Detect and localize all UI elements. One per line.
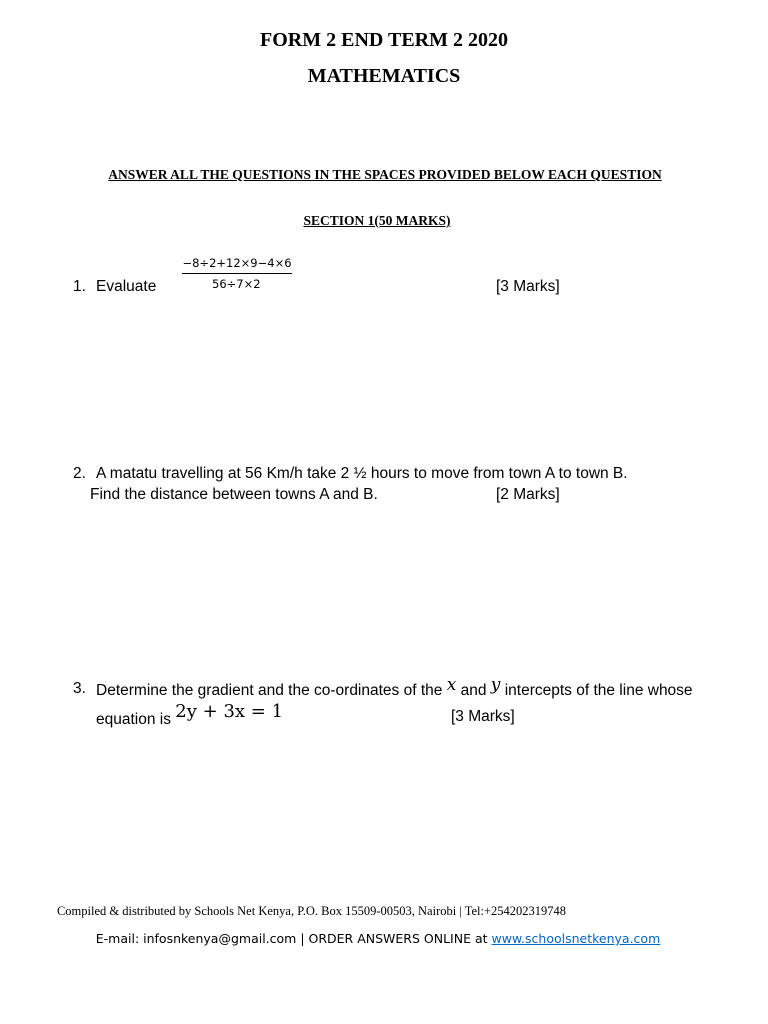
question-2-marks: [2 Marks] <box>496 486 560 503</box>
question-3-text-b: and <box>460 682 487 699</box>
question-2-number: 2. <box>73 465 86 482</box>
question-3-text-c: intercepts of the line whose <box>504 682 693 699</box>
question-3-equation-label: equation is <box>96 711 171 728</box>
question-3-line1 <box>96 675 693 700</box>
footer-contact-line <box>0 931 756 946</box>
section-heading: SECTION 1(50 MARKS) <box>303 213 451 228</box>
fraction-bar <box>182 273 292 274</box>
variable-y: y <box>490 675 501 695</box>
question-3-equation: 2y + 3x = 1 <box>175 701 284 722</box>
question-1-marks: [3 Marks] <box>496 278 560 295</box>
question-1-number: 1. <box>73 278 86 295</box>
question-3-number: 3. <box>73 680 86 697</box>
footer-email-text: E-mail: infosnkenya@gmail.com | ORDER ANSWERS ONLINE at <box>95 931 488 946</box>
question-3-marks: [3 Marks] <box>451 708 515 725</box>
question-2-line2: Find the distance between towns A and B. <box>90 486 378 503</box>
variable-x: x <box>446 675 457 695</box>
subject-title: MATHEMATICS <box>307 65 461 87</box>
question-2-line1: A matatu travelling at 56 Km/h take 2 ½ hours to move from town A to town B. <box>96 465 628 482</box>
question-1-fraction <box>182 256 292 291</box>
instructions-heading: ANSWER ALL THE QUESTIONS IN THE SPACES PROVIDED BELOW EACH QUESTION <box>108 167 662 182</box>
footer-website-link[interactable]: www.schoolsnetkenya.com <box>491 931 661 946</box>
exam-title: FORM 2 END TERM 2 2020 <box>260 29 508 51</box>
fraction-numerator: −8÷2+12×9−4×6 <box>182 256 292 270</box>
fraction-denominator: 56÷7×2 <box>212 277 261 291</box>
question-3-line2 <box>96 701 284 728</box>
footer-publisher-line: Compiled & distributed by Schools Net Kenya, P.O. Box 15509-00503, Nairobi | Tel:+254202319748 <box>56 904 567 918</box>
question-3-text-a: Determine the gradient and the co-ordinates of the <box>96 682 443 699</box>
question-1-text: Evaluate <box>96 278 157 295</box>
